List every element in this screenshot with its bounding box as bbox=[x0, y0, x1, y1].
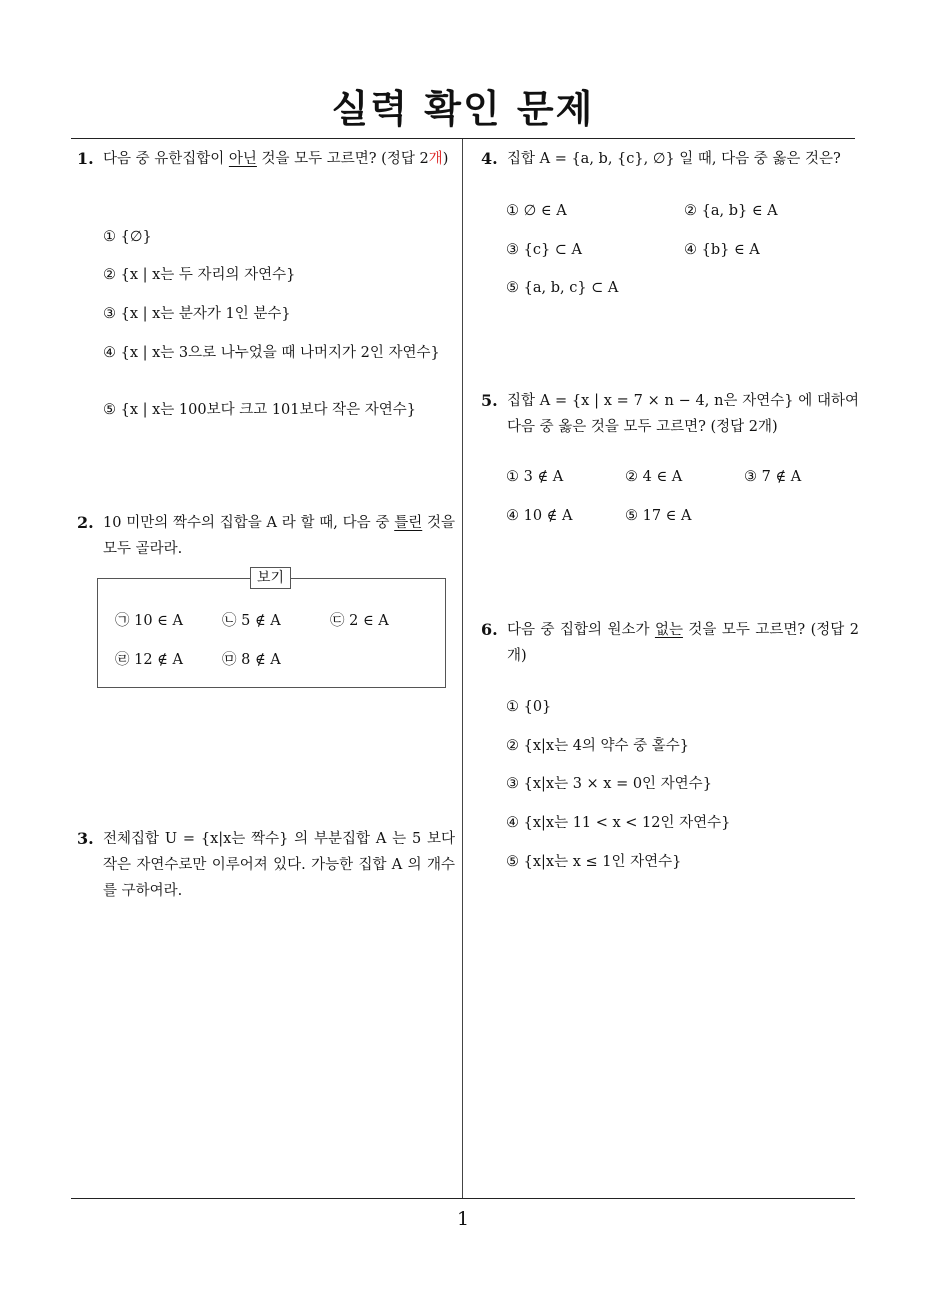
question-2 bbox=[77, 510, 455, 562]
question-stem: 다음 중 유한집합이 아닌 것을 모두 고르면? (정답 2개) bbox=[103, 151, 449, 167]
option-2[interactable]: ② {a, b} ∈ A bbox=[684, 203, 778, 219]
page-title: 실력 확인 문제 bbox=[331, 87, 595, 131]
option-2[interactable]: ㉡ 5 ∉ A bbox=[222, 613, 281, 629]
question-number: 5. bbox=[481, 391, 498, 410]
question-1 bbox=[77, 146, 455, 172]
option-3[interactable]: ③ {c} ⊂ A bbox=[506, 242, 583, 258]
option-3[interactable]: ③ {x | x는 분자가 1인 분수} bbox=[103, 306, 291, 322]
column-divider bbox=[462, 139, 463, 1198]
question-number: 4. bbox=[481, 149, 498, 168]
example-box-label: 보기 bbox=[250, 567, 291, 589]
question-stem: 집합 A = {x | x = 7 × n − 4, n은 자연수} 에 대하여 다음 중 옳은 것을 모두 고르면? (정답 2개) bbox=[507, 393, 859, 435]
option-3[interactable]: ㉢ 2 ∈ A bbox=[330, 613, 389, 629]
option-2[interactable]: ② {x | x는 두 자리의 자연수} bbox=[103, 267, 296, 283]
question-number: 3. bbox=[77, 829, 94, 848]
question-3 bbox=[77, 826, 455, 904]
page-number: 1 bbox=[456, 1208, 470, 1230]
option-2[interactable]: ② {x|x는 4의 약수 중 홀수} bbox=[506, 738, 690, 754]
question-stem: 집합 A = {a, b, {c}, ∅} 일 때, 다음 중 옳은 것은? bbox=[507, 151, 841, 167]
option-5[interactable]: ⑤ {x | x는 100보다 크고 101보다 작은 자연수} bbox=[103, 402, 416, 418]
option-5[interactable]: ㉤ 8 ∉ A bbox=[222, 652, 281, 668]
option-3[interactable]: ③ 7 ∉ A bbox=[744, 469, 802, 485]
option-1[interactable]: ㉠ 10 ∈ A bbox=[115, 613, 183, 629]
option-5[interactable]: ⑤ 17 ∈ A bbox=[625, 508, 692, 524]
option-4[interactable]: ㉣ 12 ∉ A bbox=[115, 652, 183, 668]
top-rule bbox=[71, 138, 855, 139]
option-5[interactable]: ⑤ {a, b, c} ⊂ A bbox=[506, 280, 619, 296]
option-1[interactable]: ① ∅ ∈ A bbox=[506, 203, 567, 219]
option-1[interactable]: ① {∅} bbox=[103, 229, 152, 245]
question-number: 6. bbox=[481, 620, 498, 639]
bottom-rule bbox=[71, 1198, 855, 1199]
option-3[interactable]: ③ {x|x는 3 × x = 0인 자연수} bbox=[506, 776, 712, 792]
question-4 bbox=[481, 146, 859, 172]
question-6 bbox=[481, 617, 859, 669]
question-number: 2. bbox=[77, 513, 94, 532]
option-1[interactable]: ① {0} bbox=[506, 699, 552, 715]
question-number: 1. bbox=[77, 149, 94, 168]
option-4[interactable]: ④ {x | x는 3으로 나누었을 때 나머지가 2인 자연수} bbox=[103, 345, 440, 361]
question-stem: 10 미만의 짝수의 집합을 A 라 할 때, 다음 중 틀린 것을 모두 골라라. bbox=[103, 515, 456, 557]
option-2[interactable]: ② 4 ∈ A bbox=[625, 469, 683, 485]
question-stem: 다음 중 집합의 원소가 없는 것을 모두 고르면? (정답 2개) bbox=[507, 622, 860, 664]
option-4[interactable]: ④ 10 ∉ A bbox=[506, 508, 573, 524]
question-stem: 전체집합 U = {x|x는 짝수} 의 부분집합 A 는 5 보다 작은 자연수로만 이루어져 있다. 가능한 집합 A 의 개수를 구하여라. bbox=[103, 831, 455, 899]
option-4[interactable]: ④ {b} ∈ A bbox=[684, 242, 760, 258]
question-5 bbox=[481, 388, 859, 440]
option-4[interactable]: ④ {x|x는 11 < x < 12인 자연수} bbox=[506, 815, 731, 831]
option-1[interactable]: ① 3 ∉ A bbox=[506, 469, 564, 485]
option-5[interactable]: ⑤ {x|x는 x ≤ 1인 자연수} bbox=[506, 854, 682, 870]
